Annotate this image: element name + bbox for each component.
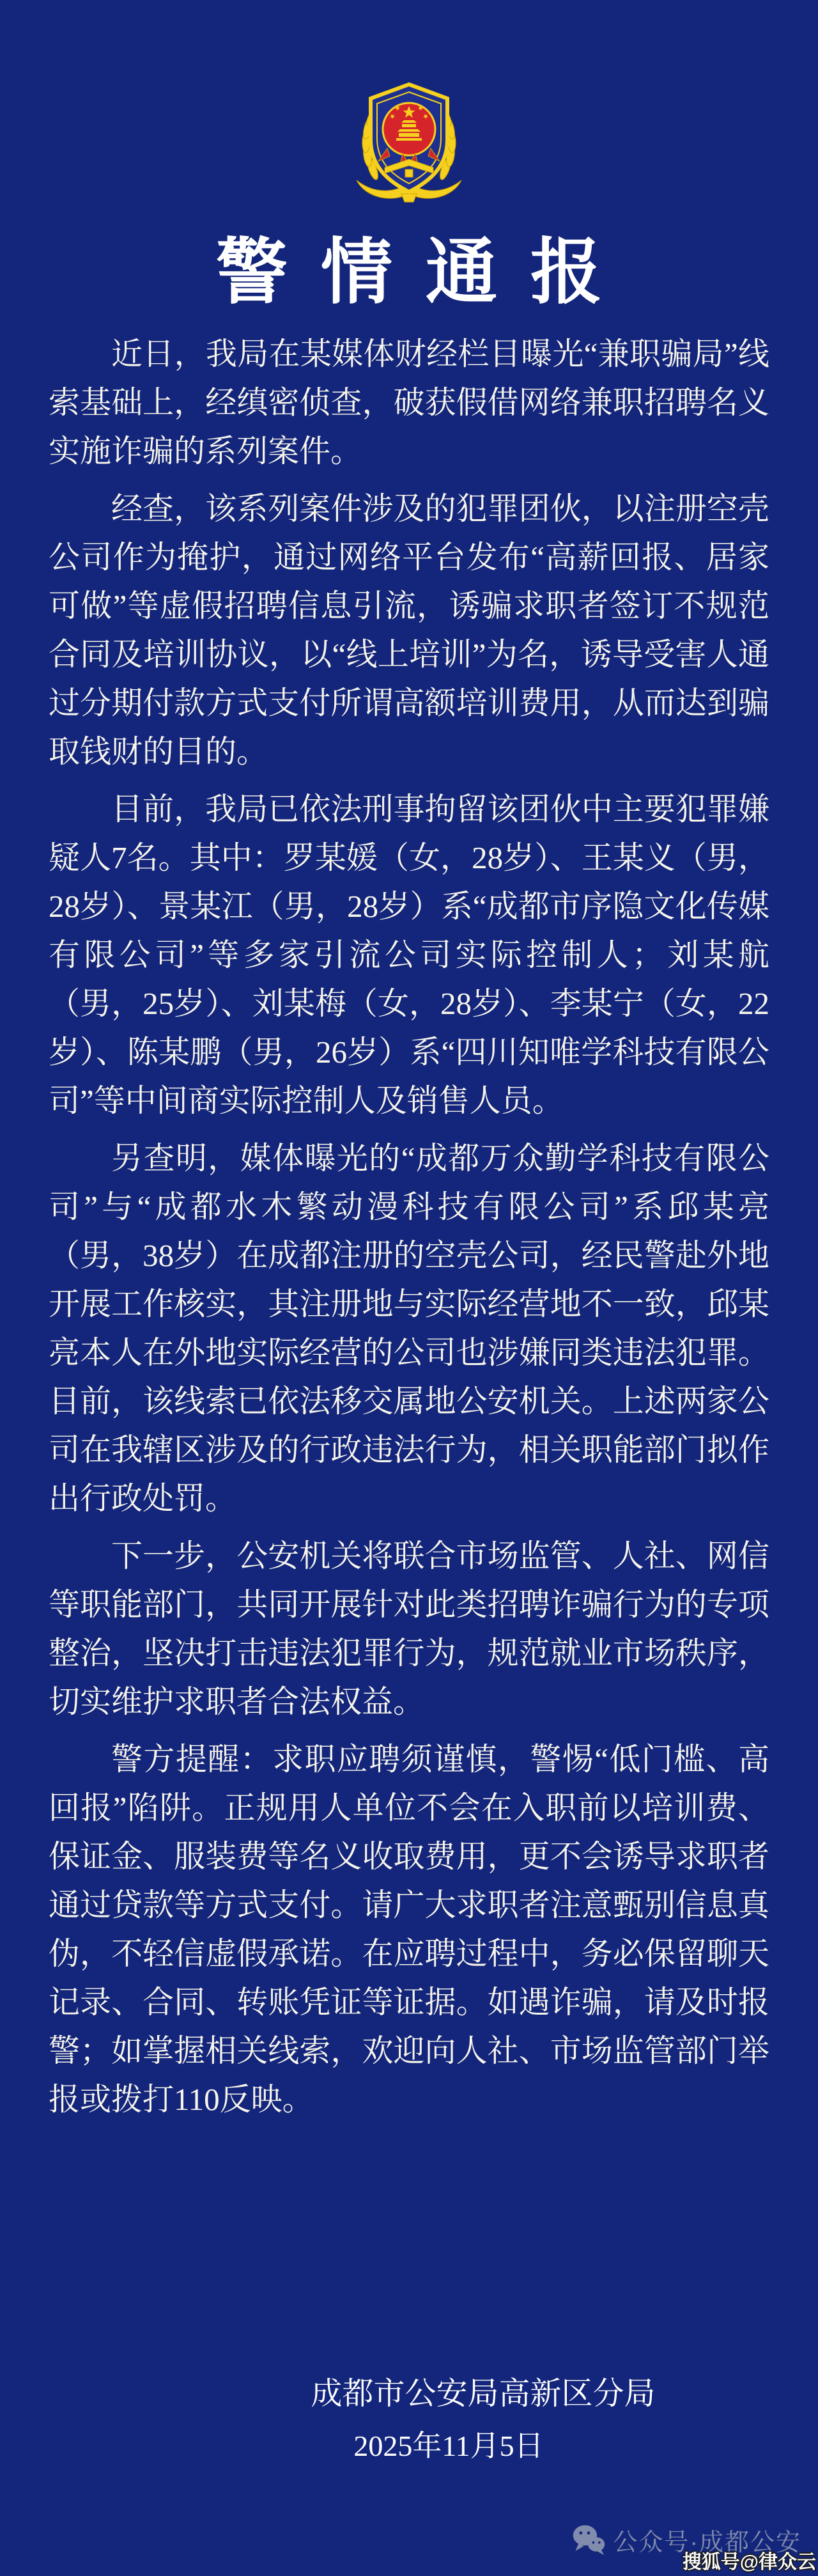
notice-paragraph: 近日，我局在某媒体财经栏目曝光“兼职骗局”线索基础上，经缜密侦查，破获假借网络兼职招聘名义实施诈骗的系列案件。 [49,336,769,469]
notice-body [49,330,769,2133]
wechat-watermark-label: 公众号·成都公安 [613,2529,801,2556]
notice-paragraph: 经查，该系列案件涉及的犯罪团伙，以注册空壳公司作为掩护，通过网络平台发布“高薪回报、居家可做”等虚假招聘信息引流，诱骗求职者签订不规范合同及培训协议，以“线上培训”为名，诱导受害人通过分期付款方式支付所谓高额培训费用，从而达到骗取钱财的目的。 [49,491,769,769]
notice-paragraph: 警方提醒：求职应聘须谨慎，警惕“低门槛、高回报”陷阱。正规用人单位不会在入职前以培训费、保证金、服装费等名义收取费用，更不会诱导求职者通过贷款等方式支付。请广大求职者注意甄别信息真伪，不轻信虚假承诺。在应聘过程中，务必保留聊天记录、合同、转账凭证等证据。如遇诈骗，请及时报警；如掌握相关线索，欢迎向人社、市场监管部门举报或拨打110反映。 [49,1742,769,2117]
notice-title: 警情通报 [216,233,635,313]
issuing-authority: 成都市公安局高新区分局 [311,2376,656,2411]
notice-paragraph: 另查明，媒体曝光的“成都万众勤学科技有限公司”与“成都水木繁动漫科技有限公司”系邱某亮（男，38岁）在成都注册的空壳公司，经民警赴外地开展工作核实，其注册地与实际经营地不一致，邱某亮本人在外地实际经营的公司也涉嫌同类违法犯罪。目前，该线索已依法移交属地公安机关。上述两家公司在我辖区涉及的行政违法行为，相关职能部门拟作出行政处罚。 [49,1141,769,1516]
wechat-icon [571,2522,606,2557]
sohu-watermark: 搜狐号@律众云 [682,2552,816,2573]
issue-date: 2025年11月5日 [353,2430,544,2462]
police-emblem [345,70,473,206]
notice-paragraph: 下一步，公安机关将联合市场监管、人社、网信等职能部门，共同开展针对此类招聘诈骗行为的专项整治，坚决打击违法犯罪行为，规范就业市场秩序，切实维护求职者合法权益。 [49,1538,769,1719]
police-badge-icon [345,70,473,206]
notice-paragraph: 目前，我局已依法刑事拘留该团伙中主要犯罪嫌疑人7名。其中：罗某媛（女，28岁）、王某义（男，28岁）、景某江（男，28岁）系“成都市序隐文化传媒有限公司”等多家引流公司实际控制人；刘某航（男，25岁）、刘某梅（女，28岁）、李某宁（女，22岁）、陈某鹏（男，26岁）系“四川知唯学科技有限公司”等中间商实际控制人及销售人员。 [49,792,769,1118]
